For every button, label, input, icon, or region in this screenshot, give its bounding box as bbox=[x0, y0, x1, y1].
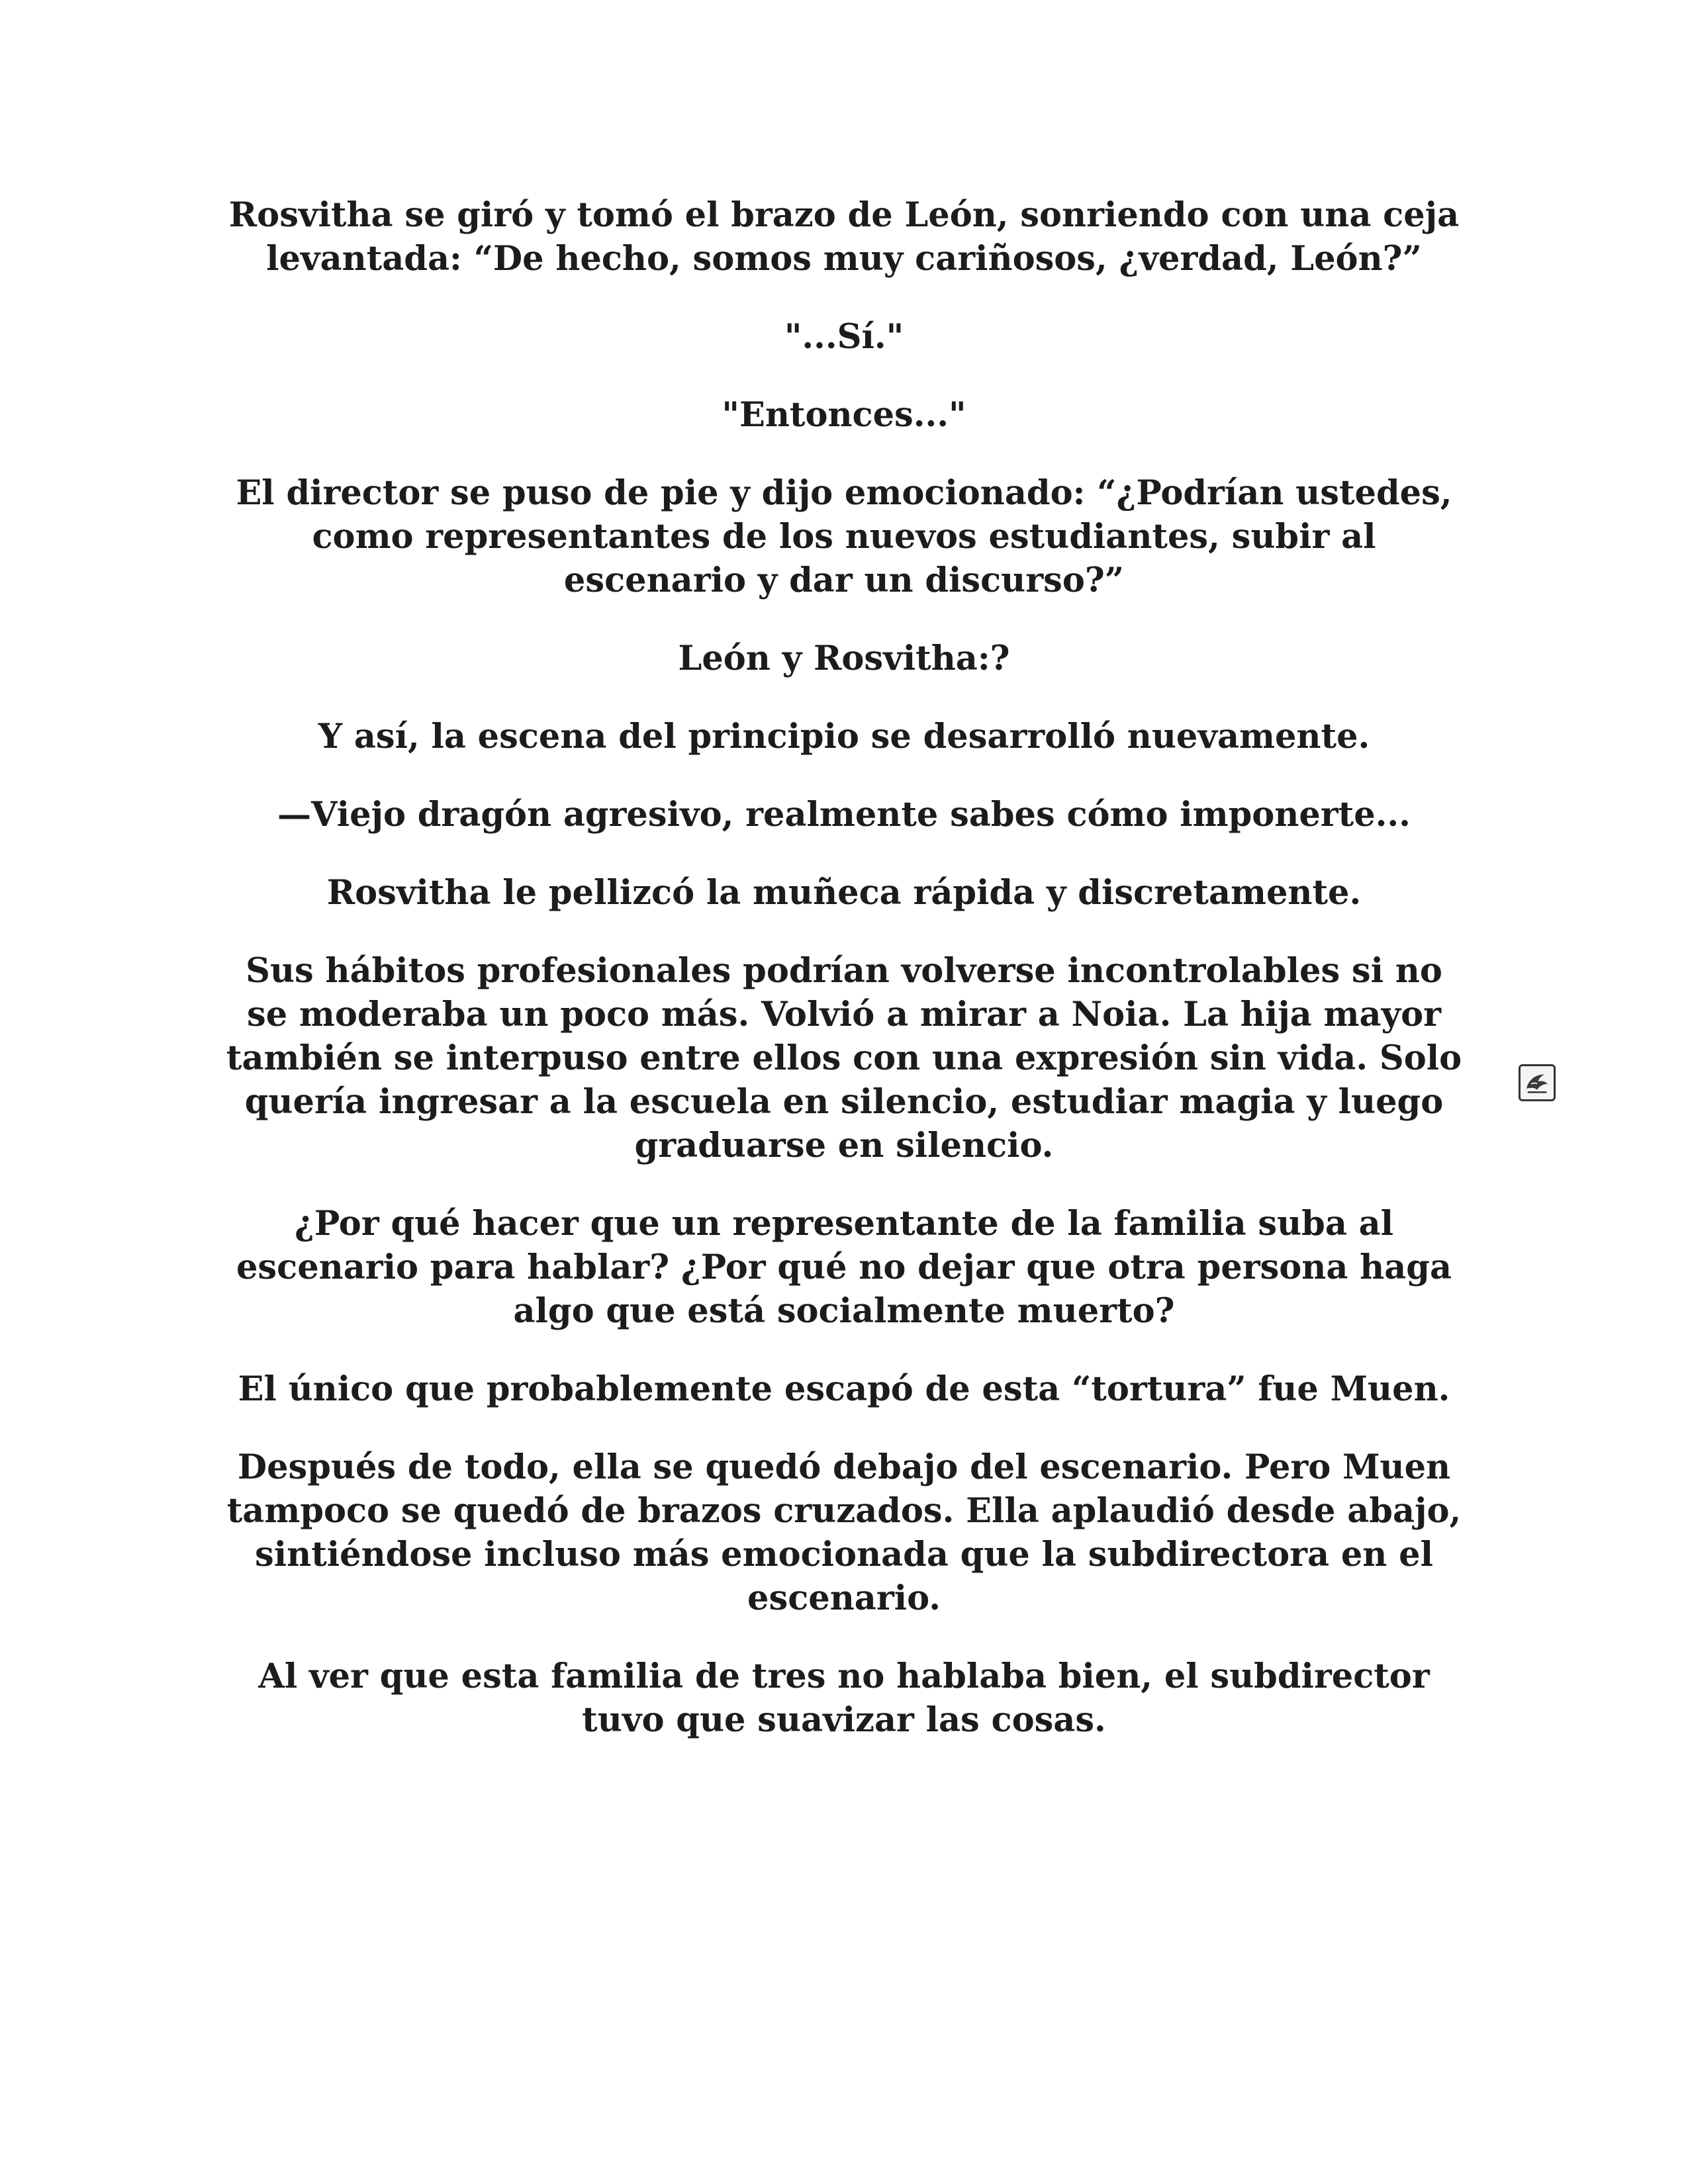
paragraph-8: Rosvitha le pellizcó la muñeca rápida y discretamente. bbox=[326, 873, 1362, 913]
paragraph-1: Rosvitha se giró y tomó el brazo de León, sonriendo con una ceja levantada: “De hecho, somos muy cariñosos, ¿verdad, León?” bbox=[228, 195, 1460, 279]
paragraph-6: Y así, la escena del principio se desarrolló nuevamente. bbox=[318, 717, 1370, 756]
paragraph-11: El único que probablemente escapó de esta “tortura” fue Muen. bbox=[238, 1369, 1450, 1409]
paragraph-12: Después de todo, ella se quedó debajo del escenario. Pero Muen tampoco se quedó de brazos cruzados. Ella aplaudió desde abajo, sintiéndose incluso más emocionada que la subdirectora en el escenario. bbox=[226, 1447, 1462, 1618]
paragraph-9: Sus hábitos profesionales podrían volverse incontrolables si no se moderaba un poco más. Volvió a mirar a Noia. La hija mayor también se interpuso entre ellos con una expresión sin vida. Solo quería ingresar a la escuela en silencio, estudiar magia y luego graduarse en silencio. bbox=[226, 951, 1462, 1165]
paragraph-5: León y Rosvitha:? bbox=[678, 639, 1010, 678]
paragraph-10: ¿Por qué hacer que un representante de la familia suba al escenario para hablar? ¿Por qué no dejar que otra persona haga algo que está socialmente muerto? bbox=[236, 1204, 1452, 1331]
paragraph-7: —Viejo dragón agresivo, realmente sabes cómo imponerte... bbox=[277, 795, 1411, 835]
paragraph-3: "Entonces..." bbox=[722, 395, 966, 435]
story-text bbox=[225, 193, 1463, 1776]
paragraph-4: El director se puso de pie y dijo emocionado: “¿Podrían ustedes, como representantes de los nuevos estudiantes, subir al escenario y dar un discurso?” bbox=[236, 473, 1452, 600]
paragraph-2: "...Sí." bbox=[784, 317, 904, 357]
paragraph-13: Al ver que esta familia de tres no hablaba bien, el subdirector tuvo que suavizar las cosas. bbox=[258, 1657, 1430, 1740]
dragon-logo-icon bbox=[1519, 1064, 1556, 1101]
